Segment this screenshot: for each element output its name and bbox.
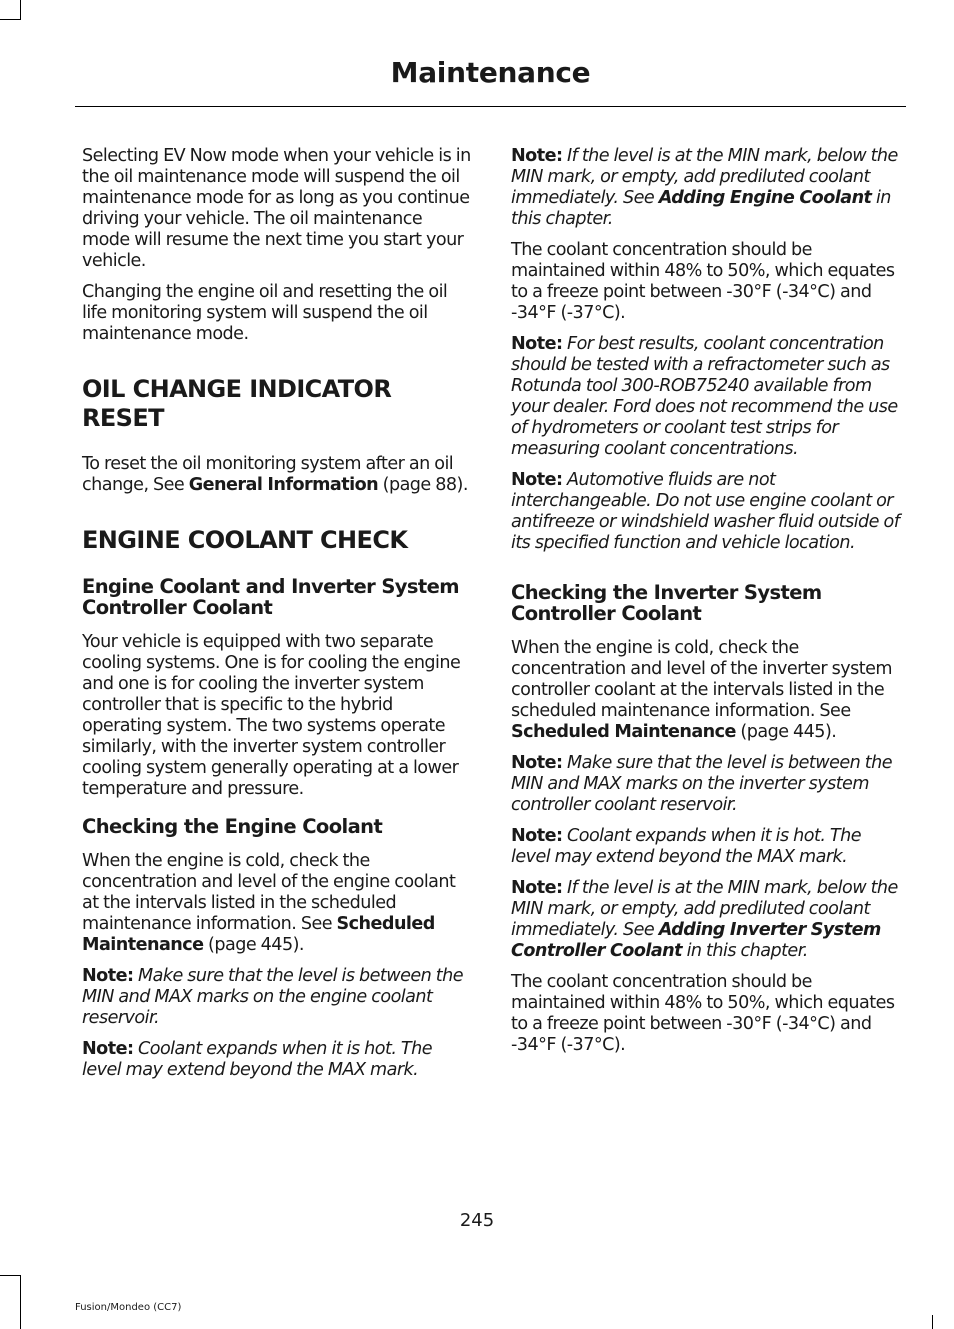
note-inverter-coolant-expands: Note: Coolant expands when it is hot. The level may extend beyond the MAX mark. <box>511 826 861 867</box>
note-add-engine-coolant: Note: If the level is at the MIN mark, below the MIN mark, or empty, add prediluted coolant immediately. See Adding Engine Coolant in this chapter. <box>511 146 898 229</box>
crop-mark-bottom-left-vertical <box>20 1275 21 1329</box>
note-refractometer: Note: For best results, coolant concentration should be tested with a refractometer such as Rotunda tool 300-ROB75240 available from your dealer. Ford does not recommend the use of hydrometers or coolant test strips for measuring coolant concentrations. <box>511 334 898 459</box>
link-scheduled-maintenance-inverter[interactable]: Scheduled Maintenance <box>511 722 736 742</box>
right-column <box>511 146 903 1066</box>
paragraph-ev-now: Selecting EV Now mode when your vehicle is in the oil maintenance mode will suspend the oil maintenance mode for as long as you continue driving your vehicle. The oil maintenance mode will resume the next time you start your vehicle. <box>82 146 471 271</box>
footer-model-label: Fusion/Mondeo (CC7) <box>75 1302 182 1313</box>
link-adding-engine-coolant[interactable]: Adding Engine Coolant <box>658 188 872 208</box>
link-adding-inverter-coolant[interactable]: Adding Inverter System Controller Coolant <box>511 920 881 961</box>
left-column <box>82 146 474 1091</box>
page-title: Maintenance <box>390 56 591 89</box>
link-general-information[interactable]: General Information <box>188 475 379 495</box>
paragraph-oil-change-suspend: Changing the engine oil and resetting the oil life monitoring system will suspend the oil maintenance mode. <box>82 282 448 344</box>
subheading-checking-engine-coolant: Checking the Engine Coolant <box>82 815 383 838</box>
crop-mark-bottom-right-tick <box>932 1315 933 1329</box>
subheading-engine-inverter-coolant: Engine Coolant and Inverter System Controller Coolant <box>82 575 459 619</box>
paragraph-check-engine-coolant: When the engine is cold, check the concentration and level of the engine coolant at the intervals listed in the scheduled maintenance information. See Scheduled Maintenance (page 445). <box>82 851 456 955</box>
page-number: 245 <box>459 1210 495 1231</box>
crop-mark-top-left-horizontal <box>0 19 20 20</box>
note-add-inverter-coolant: Note: If the level is at the MIN mark, below the MIN mark, or empty, add prediluted coolant immediately. See Adding Inverter System Controller Coolant in this chapter. <box>511 878 898 961</box>
paragraph-reset-oil: To reset the oil monitoring system after an oil change, See General Information (page 88). <box>82 454 468 495</box>
paragraph-inverter-coolant-concentration: The coolant concentration should be maintained within 48% to 50%, which equates to a freeze point between -30°F (-34°C) and -34°F (-37°C). <box>511 972 895 1055</box>
subheading-checking-inverter-coolant: Checking the Inverter System Controller Coolant <box>511 581 822 625</box>
note-inverter-min-max: Note: Make sure that the level is between the MIN and MAX marks on the inverter system controller coolant reservoir. <box>511 753 892 815</box>
note-fluids-not-interchangeable: Note: Automotive fluids are not interchangeable. Do not use engine coolant or antifreeze or windshield washer fluid outside of its specified function and vehicle location. <box>511 470 900 553</box>
paragraph-two-cooling-systems: Your vehicle is equipped with two separate cooling systems. One is for cooling the engine and one is for cooling the inverter system controller that is specific to the hybrid operating system. The two systems operate similarly, with the inverter system controller cooling system generally operating at a lower temperature and pressure. <box>82 632 461 799</box>
note-engine-min-max: Note: Make sure that the level is between the MIN and MAX marks on the engine coolant reservoir. <box>82 966 463 1028</box>
crop-mark-top-left-vertical <box>20 0 21 20</box>
heading-oil-change-indicator-reset: OIL CHANGE INDICATOR RESET <box>82 375 392 432</box>
paragraph-check-inverter-coolant: When the engine is cold, check the concentration and level of the inverter system controller coolant at the intervals listed in the scheduled maintenance information. See Scheduled Maintenance (page 445). <box>511 638 892 742</box>
link-scheduled-maintenance[interactable]: Scheduled Maintenance <box>82 914 435 955</box>
paragraph-engine-coolant-concentration: The coolant concentration should be maintained within 48% to 50%, which equates to a freeze point between -30°F (-34°C) and -34°F (-37°C). <box>511 240 895 323</box>
header-rule <box>75 106 906 107</box>
note-engine-coolant-expands: Note: Coolant expands when it is hot. The level may extend beyond the MAX mark. <box>82 1039 432 1080</box>
crop-mark-bottom-left-horizontal <box>0 1275 20 1276</box>
heading-engine-coolant-check: ENGINE COOLANT CHECK <box>82 526 408 554</box>
